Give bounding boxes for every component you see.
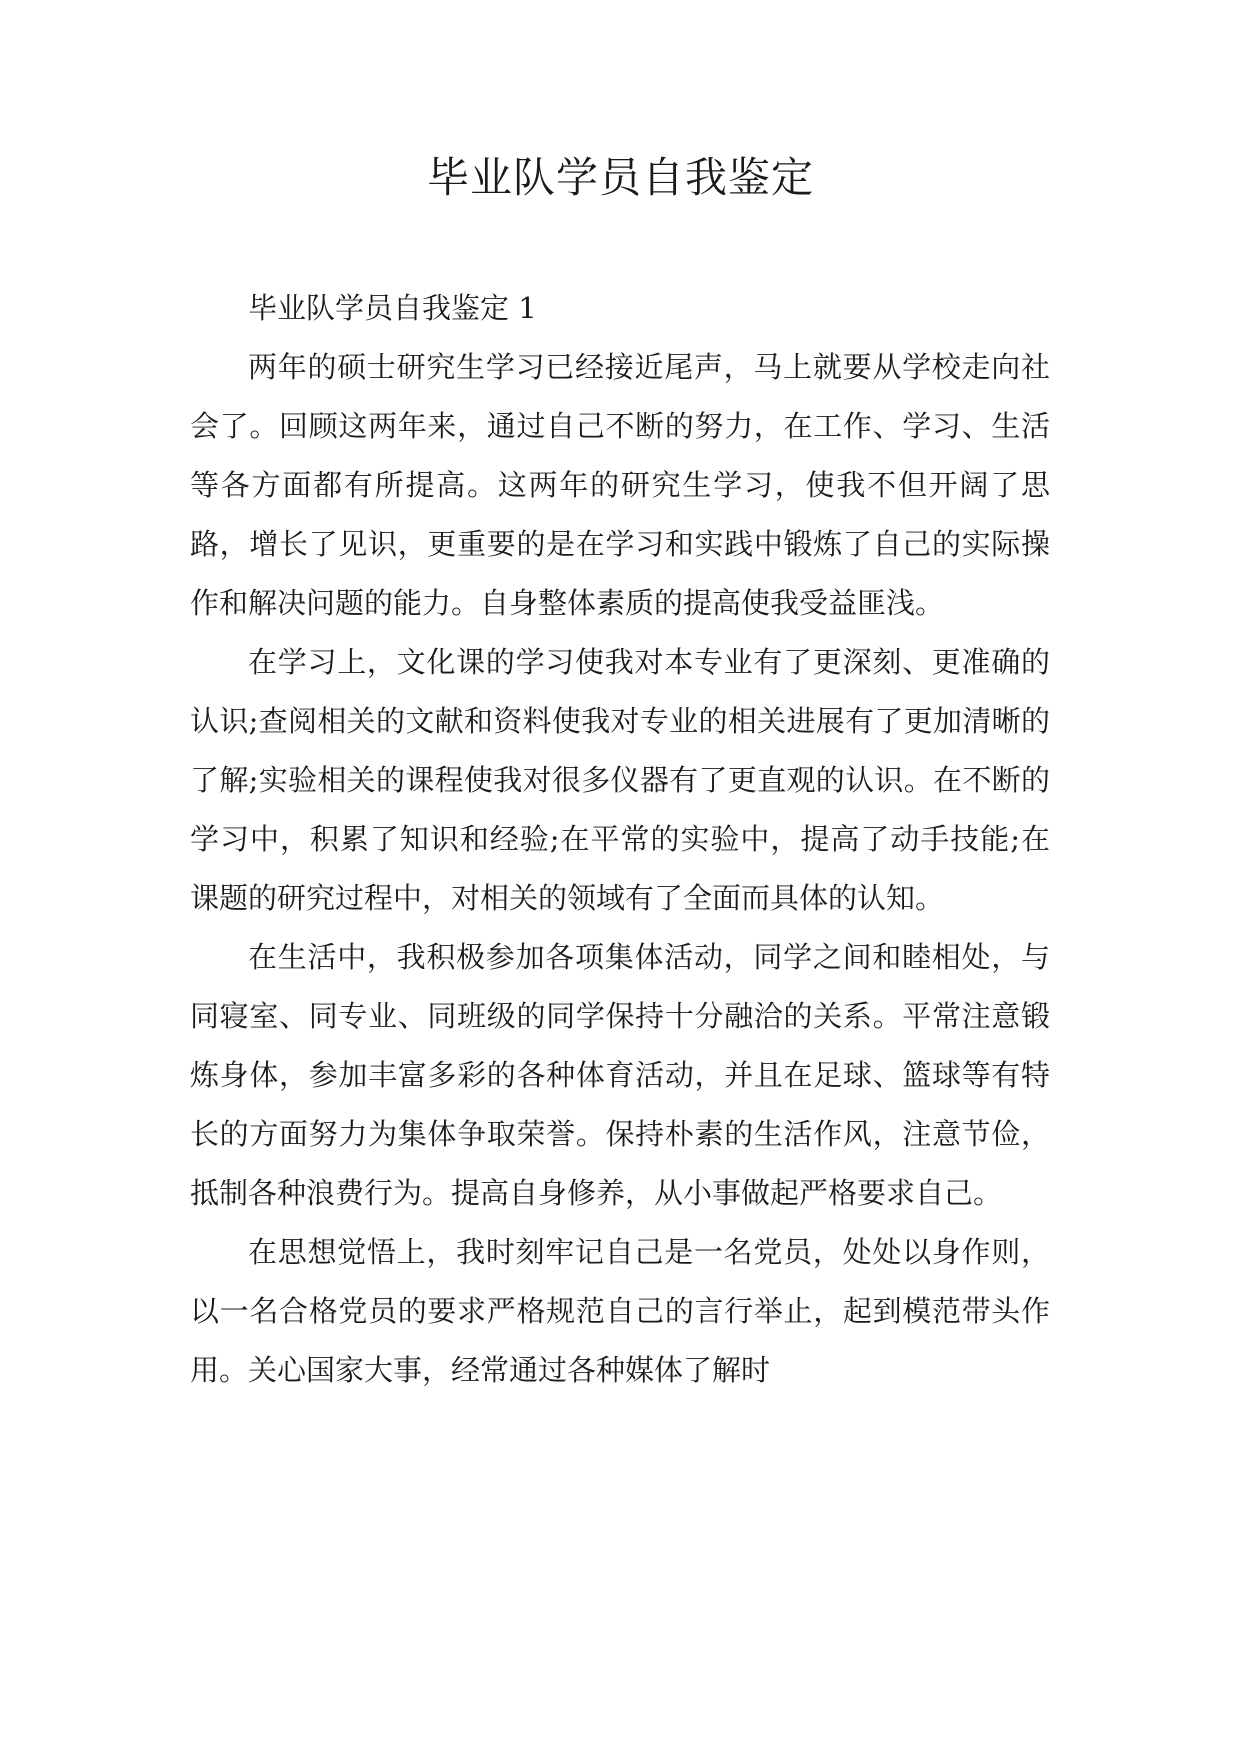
paragraph-1: 两年的硕士研究生学习已经接近尾声，马上就要从学校走向社会了。回顾这两年来，通过自己不断的努力，在工作、学习、生活等各方面都有所提高。这两年的研究生学习，使我不但开阔了思路，增长了见识，更重要的是在学习和实践中锻炼了自己的实际操作和解决问题的能力。自身整体素质的提高使我受益匪浅。 (190, 350, 1050, 620)
document-title: 毕业队学员自我鉴定 (426, 153, 814, 202)
paragraph-3: 在生活中，我积极参加各项集体活动，同学之间和睦相处，与同寝室、同专业、同班级的同学保持十分融洽的关系。平常注意锻炼身体，参加丰富多彩的各种体育活动，并且在足球、篮球等有特长的方面努力为集体争取荣誉。保持朴素的生活作风，注意节俭，抵制各种浪费行为。提高自身修养，从小事做起严格要求自己。 (190, 940, 1050, 1210)
paragraph-4: 在思想觉悟上，我时刻牢记自己是一名党员，处处以身作则，以一名合格党员的要求严格规范自己的言行举止，起到模范带头作用。关心国家大事，经常通过各种媒体了解时 (190, 1235, 1050, 1387)
section-heading: 毕业队学员自我鉴定 1 (248, 291, 537, 325)
paragraph-2: 在学习上，文化课的学习使我对本专业有了更深刻、更准确的认识;查阅相关的文献和资料使我对专业的相关进展有了更加清晰的了解;实验相关的课程使我对很多仪器有了更直观的认识。在不断的学习中，积累了知识和经验;在平常的实验中，提高了动手技能;在课题的研究过程中，对相关的领域有了全面而具体的认知。 (190, 645, 1050, 915)
document-body (190, 279, 1050, 1400)
